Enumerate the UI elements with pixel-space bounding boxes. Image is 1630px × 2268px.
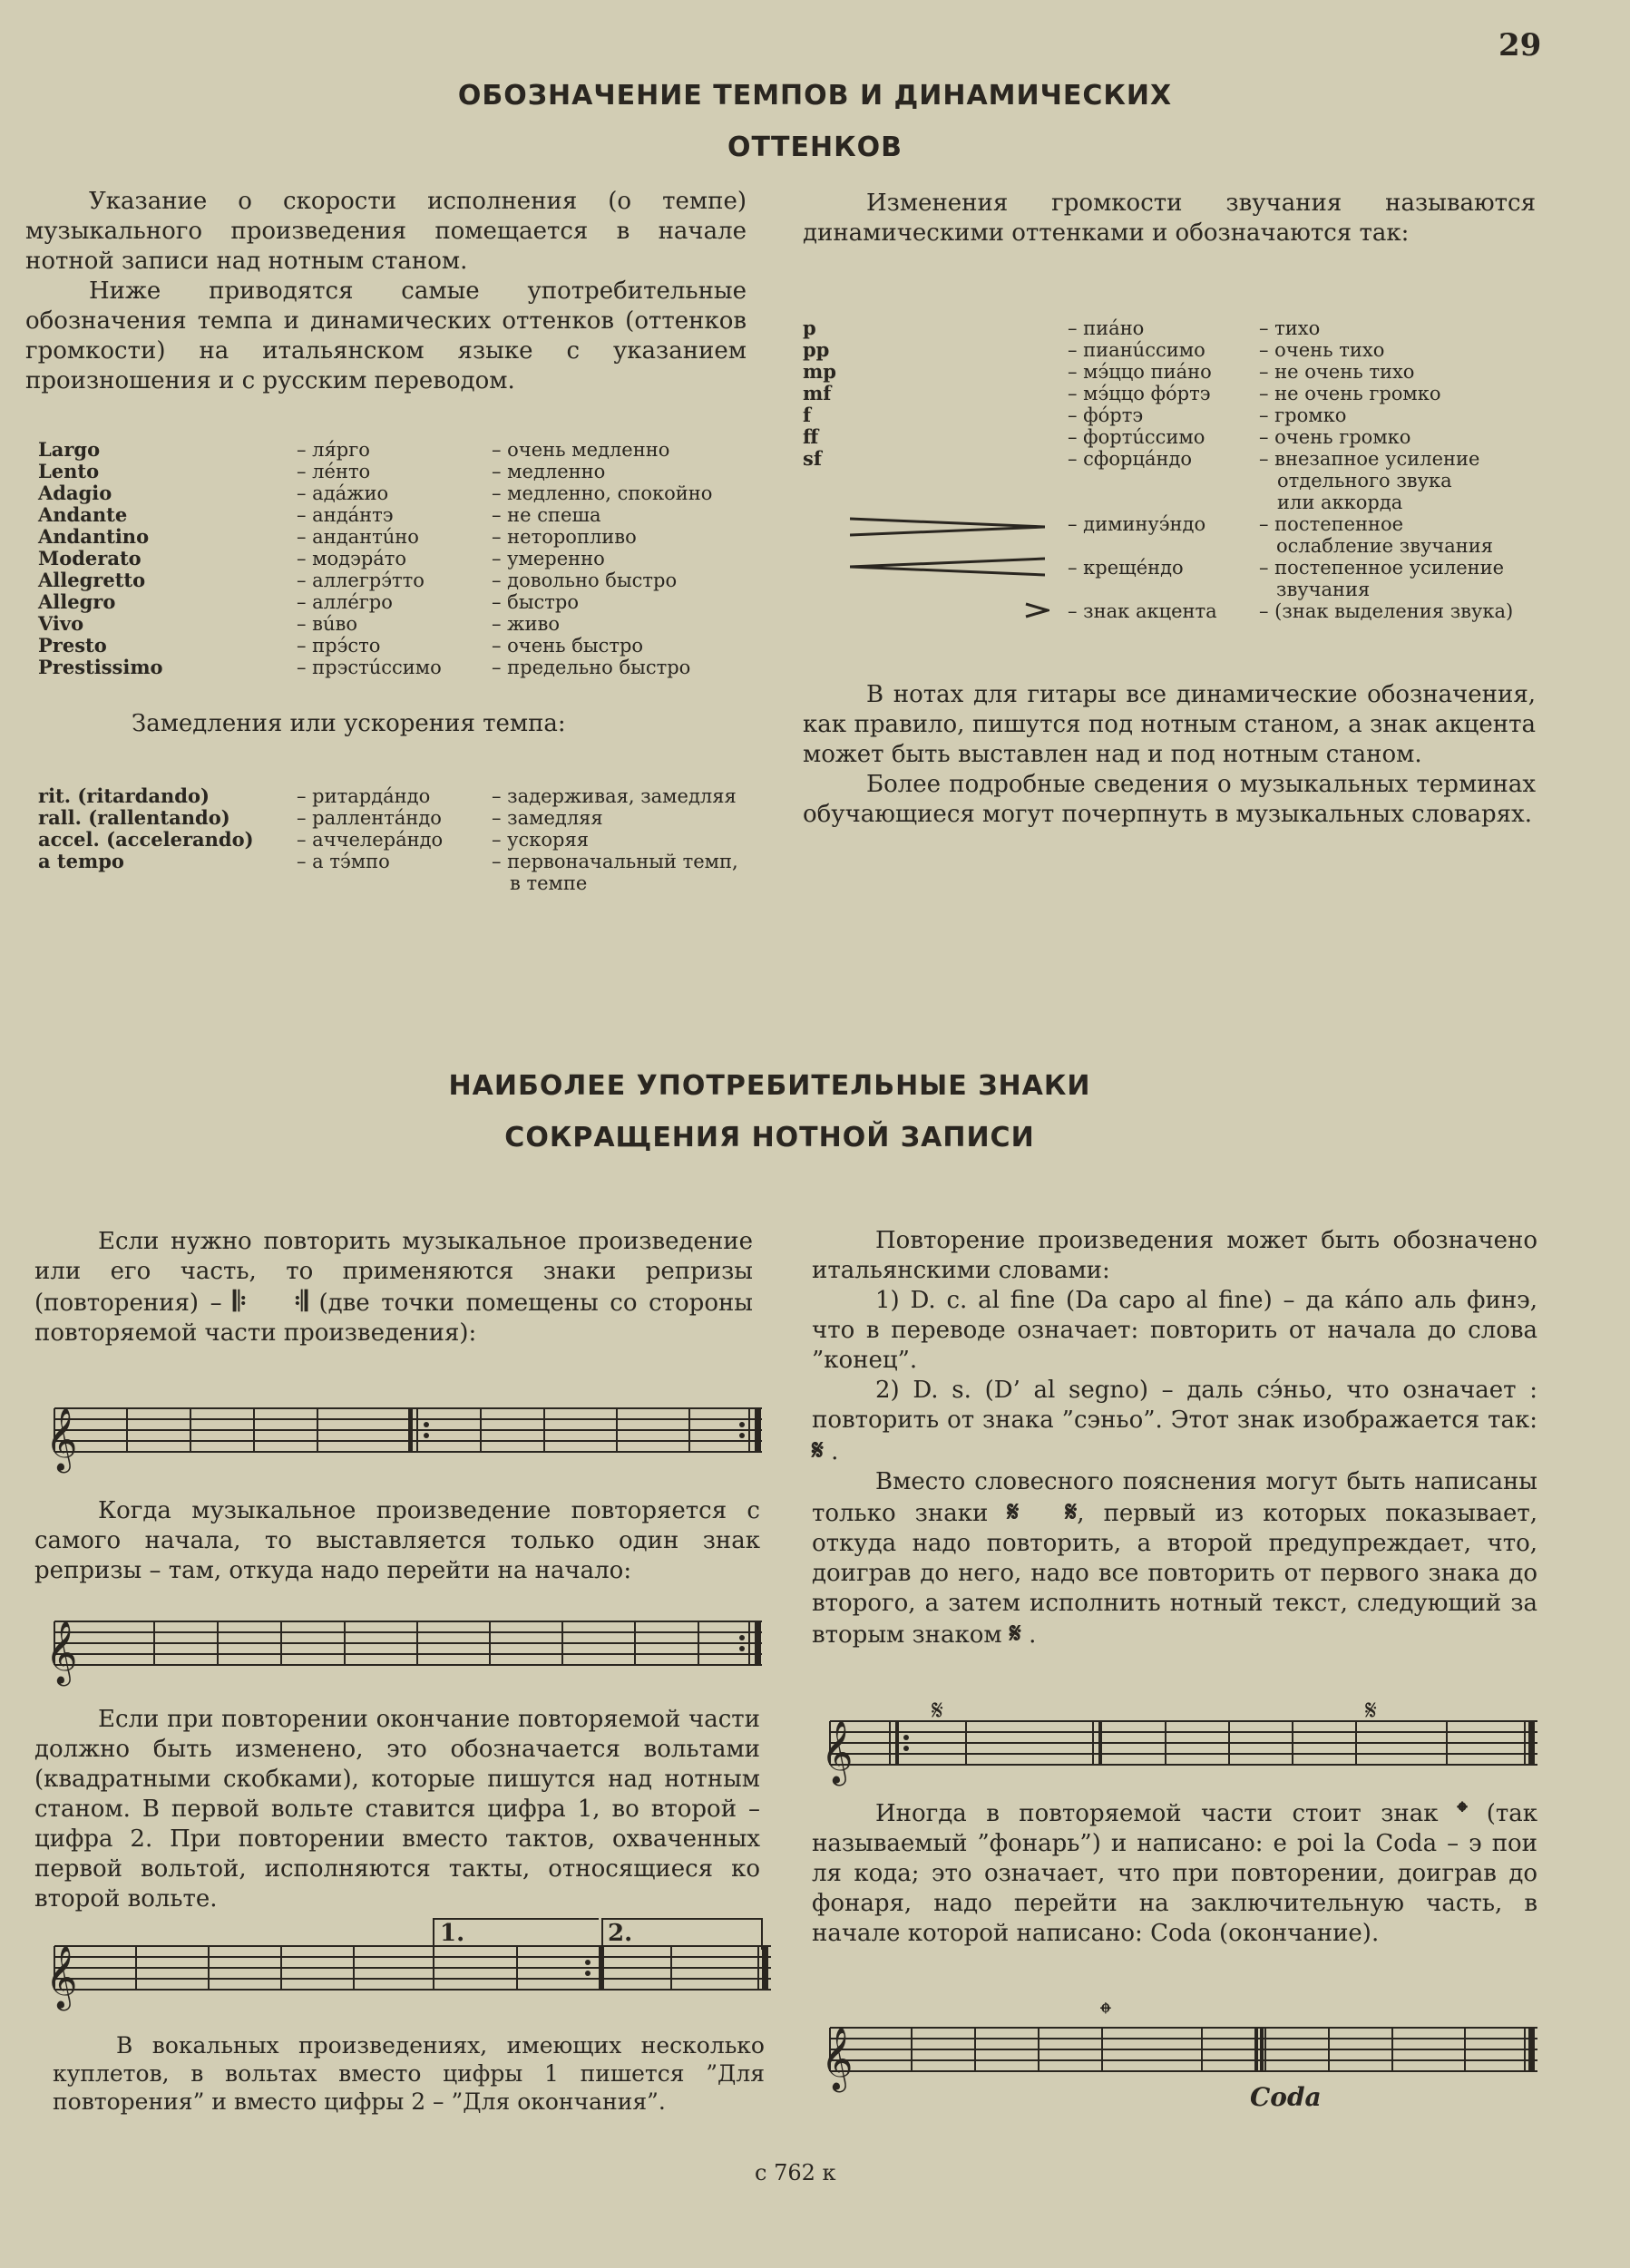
tempo-term-row [38,569,764,591]
volta-text [34,1705,760,1914]
coda-b: (так называемый ”фонарь”) и написано: e poi la Coda – э пои ля кода; это означает, что при повторении, доиграв до фонаря, надо перейти на заключительную часть, в начале которой написано: Coda (окончание). [812,1800,1538,1947]
slowdown-term-row-pron: – аччелера́ндо [297,829,444,851]
slowdown-term-row-pron: – а тэ́мпо [297,851,390,872]
dynamic-term-row [803,383,1583,404]
slowdown-term-row-meaning2: в темпе [510,872,588,894]
dynamic-term-row-pron: – фортúссимо [1068,426,1205,448]
section1-title-line2: ОТТЕНКОВ [727,131,903,163]
tempo-term-row-pron: – прэстúссимо [297,657,442,678]
tempo-term-row-pron: – вúво [297,613,357,635]
slowdown-term-row-pron: – ритарда́ндо [297,785,431,807]
segno-pair-b: , первый из которых показывает, откуда надо повторить, а второй предупреждает, что, доиграв до него, надо все повторить от первого знака до второго, а затем исполнить нотный текст, следующий за вторым знаком [812,1500,1538,1649]
dynamics-intro-text: Изменения громкости звучания называются динамическими оттенками и обозначаются так: [803,190,1536,247]
cresc-pron: – креще́ндо [1068,557,1184,579]
cresc-meaning2: звучания [1276,579,1371,600]
tempo-term-row [38,591,764,613]
slowdown-heading: Замедления или ускорения темпа: [132,710,566,737]
slowdown-term-row-meaning: – ускоряя [492,829,589,851]
segno-icon: 𝄋 [812,1435,824,1466]
page-number: 29 [1498,27,1542,63]
staff-segno-svg [812,1687,1547,1786]
slowdown-term-row-pron: – раллента́ндо [297,807,442,829]
slowdown-term-row-term: rall. (rallentando) [38,806,230,829]
dynamic-term-row-meaning: – очень громко [1259,426,1411,448]
dynamics-outro-p1: В нотах для гитары все динамические обозначения, как правило, пишутся под нотным станом, а знак акцента может быть выставлен над и под нотным станом. [803,681,1536,768]
tempo-term-row [38,613,764,635]
volta-1-label: 1. [440,1920,465,1947]
tempo-term-row-term: Andantino [38,525,150,548]
repeat-from-start-text [34,1496,760,1586]
staff-volta-svg [36,1912,771,2011]
volta-p: Если при повторении окончание повторяемой части должно быть изменено, это обозначается вольтами (квадратными скобками), которые пишутся над нотным станом. В первой вольте ставится цифра 1, во второй – цифра 2. При повторении вместо тактов, охваченных первой вольтой, исполняются такты, относящиеся ко второй вольте. [34,1706,760,1913]
tempo-term-row-pron: – андантúно [297,526,419,548]
dynamic-term-row [803,448,1583,470]
section2-title-line1: НАИБОЛЕЕ УПОТРЕБИТЕЛЬНЫЕ ЗНАКИ [448,1070,1091,1102]
tempo-intro-p2: Ниже приводятся самые употребительные обозначения темпа и динамических оттенков (оттенков громкости) на итальянском языке с указанием произношения и с русским переводом. [25,277,747,394]
dynamics-outro-p2: Более подробные сведения о музыкальных терминах обучающиеся могут почерпнуть в музыкальных словарях. [803,771,1536,828]
staff-coda-svg [812,1993,1547,2120]
dynamic-term-row-term: f [803,404,812,426]
tempo-term-row-meaning: – предельно быстро [492,657,691,678]
dynamic-term-row-meaning: – внезапное усиление [1259,448,1480,470]
tempo-term-row-meaning: – медленно [492,461,606,482]
tempo-term-row-term: Lento [38,460,100,482]
slowdown-term-row [38,851,782,872]
tempo-term-row-term: Presto [38,634,107,657]
dacapo-fine: 1) D. c. al fine (Da capo al fine) – да ка́по аль финэ, что в переводе означает: повторить от начала до слова ”конец”. [812,1287,1537,1374]
tempo-term-row-term: Allegretto [38,569,146,591]
hairpins-block [803,513,1583,631]
tempo-term-row-meaning: – не спеша [492,504,601,526]
tempo-term-row-meaning: – умеренно [492,548,605,569]
dynamic-term-row-meaning2: отдельного звука [1277,470,1452,492]
segno-pair-a: Вместо словесного пояснения могут быть написаны только знаки [812,1468,1537,1527]
staff-segno [812,1687,1547,1786]
dalsegno-text: 2) D. s. (D’ al segno) – даль сэ́ньо, что означает : повторить от знака ”сэньо”. Этот знак изображается так: 𝄋 . [812,1377,1537,1466]
slowdown-term-row [38,829,782,851]
dynamic-term-row-term: p [803,316,816,339]
dynamic-term-row [803,339,1583,361]
dynamics-outro [803,680,1536,830]
tempo-term-row [38,526,764,548]
tempo-term-row [38,657,764,678]
dynamic-term-row-term: pp [803,338,830,361]
tempo-term-row [38,548,764,569]
staff-segno-mark-2: 𝄋 [1365,1695,1377,1727]
dacapo-block [812,1226,1537,1650]
section1-title-line1: ОБОЗНАЧЕНИЕ ТЕМПОВ И ДИНАМИЧЕСКИХ [457,80,1173,112]
tempo-term-row-meaning: – очень быстро [492,635,644,657]
slowdown-term-row-meaning: – первоначальный темп, [492,851,738,872]
tempo-term-row-pron: – модэра́то [297,548,407,569]
svg-text:𝄞: 𝄞 [45,1945,78,2009]
svg-text:𝄞: 𝄞 [821,1720,854,1784]
tempo-term-row-term: Largo [38,438,101,461]
tempo-term-row-meaning: – медленно, спокойно [492,482,713,504]
tempo-terms-table [38,439,764,678]
repeat-intro [34,1227,753,1348]
tempo-term-row-meaning: – неторопливо [492,526,637,548]
tempo-intro [25,187,747,396]
repeat-intro-b: (две точки помещены со стороны повторяемой части произведения): [34,1290,753,1347]
slowdown-term-row-continuation [38,872,782,894]
staff-volta [36,1912,771,2011]
staff-repeat-end [36,1605,762,1687]
slowdown-term-row [38,785,782,807]
dynamic-term-row-pron: – фо́ртэ [1068,404,1144,426]
dynamic-term-row-meaning: – громко [1259,404,1347,426]
slowdown-term-row [38,807,782,829]
crescendo-hairpin-icon [850,557,1045,577]
dynamic-term-row-meaning: – не очень тихо [1259,361,1415,383]
dacapo-intro: Повторение произведения может быть обозначено итальянскими словами: [812,1227,1537,1284]
repeat-end-icon: 𝄇 [294,1286,307,1318]
repeat-intro-text [34,1227,753,1348]
segno-icon-second: 𝄋 [1065,1496,1078,1528]
dim-pron: – диминуэ́ндо [1068,513,1206,535]
tempo-term-row [38,504,764,526]
tempo-term-row [38,482,764,504]
tempo-term-row-pron: – алле́гро [297,591,393,613]
tempo-term-row-term: Prestissimo [38,656,163,678]
tempo-term-row-term: Adagio [38,482,112,504]
dynamics-table [803,317,1583,513]
tempo-term-row-term: Moderato [38,547,142,569]
dim-meaning2: ослабление звучания [1276,535,1494,557]
dynamic-term-row [803,426,1583,448]
tempo-term-row [38,439,764,461]
dynamic-term-row [803,317,1583,339]
coda-label: Coda [1250,2082,1322,2112]
tempo-term-row [38,461,764,482]
dynamic-term-row-meaning: – очень тихо [1259,339,1385,361]
vocal-volta-text [53,2031,765,2116]
tempo-term-row-meaning: – очень медленно [492,439,670,461]
repeat-intro-a: Если нужно повторить музыкальное произведение или его часть, то применяются знаки репризы (повторения) – [34,1228,753,1317]
coda-p [812,1797,1537,1949]
coda-text [812,1797,1537,1949]
dynamic-term-row-continuation [803,492,1583,513]
slowdown-term-row-term: a tempo [38,850,124,872]
tempo-term-row-term: Allegro [38,590,116,613]
coda-a: Иногда в повторяемой части стоит знак [875,1800,1439,1827]
accent-meaning: – (знак выделения звука) [1259,600,1514,622]
dynamic-term-row-term: sf [803,447,822,470]
vocal-volta-p: В вокальных произведениях, имеющих несколько куплетов, в вольтах вместо цифры 1 пишется ”Для повторения” и вместо цифры 2 – ”Для окончания”. [53,2032,765,2115]
dalsegno-a: 2) D. s. (D’ al segno) – даль сэ́ньо, что означает : повторить от знака ”сэньо”. Этот знак изображается так: [812,1377,1537,1434]
staff-repeat-end-svg [36,1605,762,1687]
cresc-meaning: – постепенное усиление [1259,557,1505,579]
tempo-term-row-pron: – анда́нтэ [297,504,394,526]
tempo-term-row-pron: – ада́жио [297,482,389,504]
dynamic-term-row-pron: – пиа́но [1068,317,1145,339]
segno-icon-first: 𝄋 [1007,1496,1020,1528]
dynamic-term-row-term: ff [803,425,819,448]
dynamic-term-row-meaning: – тихо [1259,317,1321,339]
dynamic-term-row-meaning: – не очень громко [1259,383,1441,404]
dynamic-term-row-pron: – мэ́ццо фо́ртэ [1068,383,1211,404]
section2-title-line2: СОКРАЩЕНИЯ НОТНОЙ ЗАПИСИ [504,1122,1035,1153]
dynamic-term-row-term: mp [803,360,836,383]
staff-repeat-both-svg [36,1392,762,1474]
dim-meaning: – постепенное [1259,513,1404,535]
svg-text:𝄞: 𝄞 [45,1407,78,1471]
tempo-term-row-term: Vivo [38,612,84,635]
print-stamp: с 762 к [755,2160,836,2185]
tempo-term-row-meaning: – довольно быстро [492,569,678,591]
accent-pron: – знак акцента [1068,600,1217,622]
segno-icon-third: 𝄋 [1009,1618,1021,1650]
staff-coda-mark: 𝄌 [1100,1996,1111,2032]
volta-2-label: 2. [608,1920,633,1947]
slowdown-term-row-term: rit. (ritardando) [38,784,210,807]
tempo-term-row-meaning: – живо [492,613,560,635]
slowdown-term-row-term: accel. (accelerando) [38,828,254,851]
tempo-intro-p1: Указание о скорости исполнения (о темпе) музыкального произведения помещается в начале нотной записи над нотным станом. [25,188,747,275]
svg-text:𝄞: 𝄞 [821,2027,854,2090]
segno-pair-text: Вместо словесного пояснения могут быть написаны только знаки 𝄋 𝄋, первый из которых показывает, откуда надо повторить, а второй предупреждает, что, доиграв до него, надо все повторить от первого знака до второго, а затем исполнить нотный текст, следующий за вторым знаком 𝄋 . [812,1468,1538,1650]
tempo-term-row-meaning: – быстро [492,591,579,613]
tempo-term-row-pron: – ле́нто [297,461,371,482]
dynamic-term-row-pron: – сфорца́ндо [1068,448,1193,470]
slowdown-term-row-meaning: – замедляя [492,807,603,829]
staff-coda [812,1993,1547,2120]
staff-segno-mark-1: 𝄋 [932,1695,943,1727]
accent-mark-icon [1024,602,1049,618]
dynamics-intro [803,189,1536,248]
staff-repeat-both [36,1392,762,1474]
dynamic-term-row-continuation [803,470,1583,492]
tempo-term-row-term: Andante [38,503,128,526]
slowdown-terms-table [38,785,782,894]
dynamic-term-row [803,361,1583,383]
dynamic-term-row-term: mf [803,382,832,404]
svg-text:𝄞: 𝄞 [45,1621,78,1684]
diminuendo-hairpin-icon [850,517,1045,537]
tempo-term-row-pron: – ля́рго [297,439,370,461]
dynamic-term-row [803,404,1583,426]
tempo-term-row [38,635,764,657]
slowdown-term-row-meaning: – задерживая, замедляя [492,785,737,807]
repeat-from-start-p: Когда музыкальное произведение повторяется с самого начала, то выставляется только один знак репризы – там, откуда надо перейти на начало: [34,1497,760,1584]
tempo-term-row-pron: – аллегрэ́тто [297,569,425,591]
tempo-term-row-pron: – прэ́сто [297,635,381,657]
dynamic-term-row-pron: – пианúссимо [1068,339,1205,361]
dynamic-term-row-meaning3: или аккорда [1277,492,1403,513]
coda-icon: 𝄌 [1457,1796,1468,1828]
dynamic-term-row-pron: – мэ́ццо пиа́но [1068,361,1212,383]
repeat-start-icon: 𝄆 [233,1286,247,1318]
